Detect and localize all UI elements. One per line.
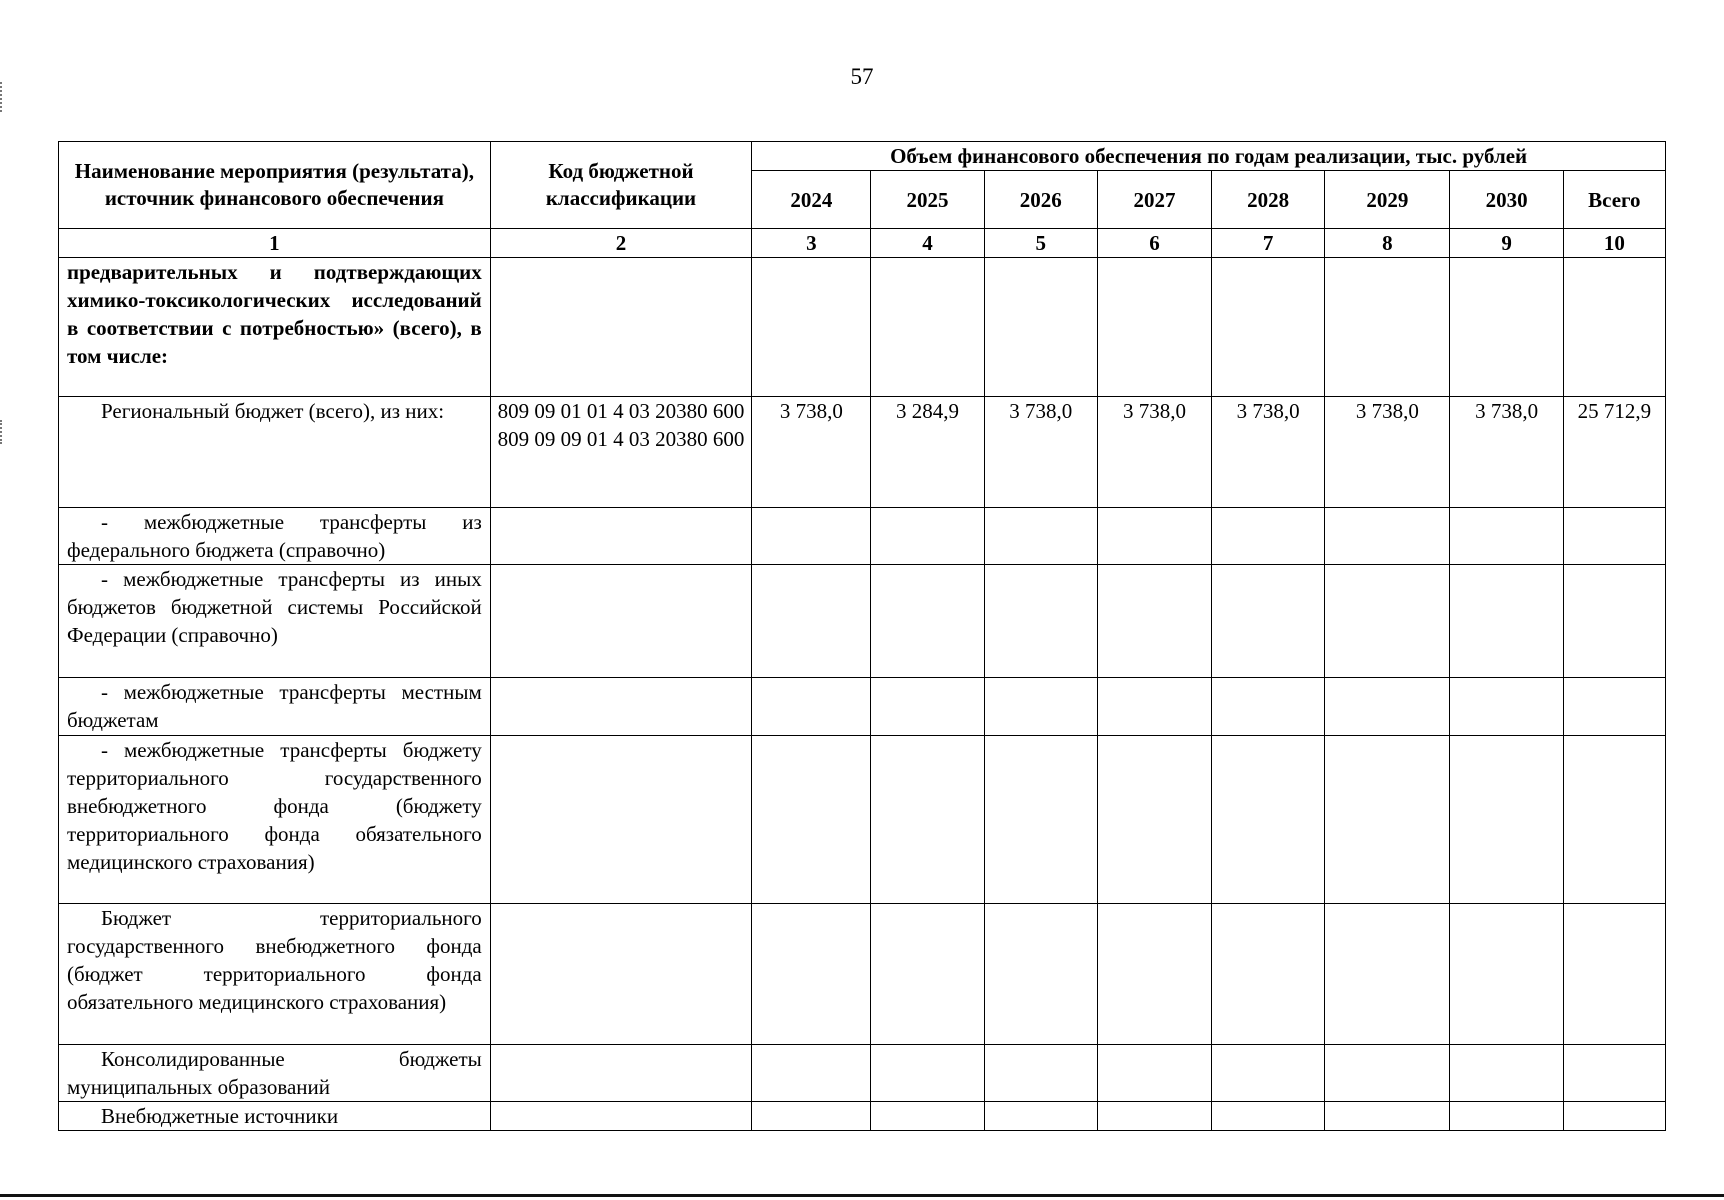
header-year-2025: 2025 xyxy=(871,171,984,229)
row-value-2026 xyxy=(984,565,1097,678)
header-year-2029: 2029 xyxy=(1325,171,1450,229)
row-name: Внебюджетные источники xyxy=(59,1102,491,1131)
page-number: 57 xyxy=(850,64,874,89)
row-value-2025 xyxy=(871,1045,984,1102)
column-number: 10 xyxy=(1563,229,1665,258)
row-value-2030: 3 738,0 xyxy=(1450,397,1563,508)
row-value-2024 xyxy=(752,1045,871,1102)
header-row-top xyxy=(59,142,1666,171)
table-row xyxy=(59,508,1666,565)
row-name: - межбюджетные трансферты из иных бюджетов бюджетной системы Российской Федерации (справочно) xyxy=(59,565,491,678)
row-value-2027 xyxy=(1097,1045,1211,1102)
row-value-2030 xyxy=(1450,565,1563,678)
row-value-2027 xyxy=(1097,565,1211,678)
row-code: 809 09 01 01 4 03 20380 600 809 09 09 01 4 03 20380 600 xyxy=(490,397,751,508)
header-year-2027: 2027 xyxy=(1097,171,1211,229)
row-value-2025 xyxy=(871,904,984,1045)
row-value-2030 xyxy=(1450,1045,1563,1102)
row-name: - межбюджетные трансферты из федерального бюджета (справочно) xyxy=(59,508,491,565)
row-value-2026: 3 738,0 xyxy=(984,397,1097,508)
table-row xyxy=(59,565,1666,678)
page-bottom-edge xyxy=(0,1194,1724,1197)
row-value-total xyxy=(1563,508,1665,565)
row-value-2029 xyxy=(1325,1045,1450,1102)
row-value-2028 xyxy=(1212,508,1325,565)
row-value-total xyxy=(1563,678,1665,736)
column-number: 4 xyxy=(871,229,984,258)
row-value-2028 xyxy=(1212,565,1325,678)
row-value-2025 xyxy=(871,258,984,397)
row-code xyxy=(490,508,751,565)
column-number: 9 xyxy=(1450,229,1563,258)
table-row xyxy=(59,736,1666,904)
row-value-2025 xyxy=(871,508,984,565)
row-value-2030 xyxy=(1450,904,1563,1045)
row-value-2024 xyxy=(752,565,871,678)
row-value-2028 xyxy=(1212,904,1325,1045)
row-value-2029 xyxy=(1325,565,1450,678)
row-value-2029 xyxy=(1325,1102,1450,1131)
row-code xyxy=(490,565,751,678)
row-name: предварительных и подтверждающих химико-токсикологических исследований в соответствии с потребностью» (всего), в том числе: xyxy=(59,258,491,397)
row-value-total xyxy=(1563,1102,1665,1131)
row-value-2027 xyxy=(1097,1102,1211,1131)
table-row xyxy=(59,678,1666,736)
header-year-2026: 2026 xyxy=(984,171,1097,229)
row-code xyxy=(490,678,751,736)
row-value-2029 xyxy=(1325,258,1450,397)
row-value-2027 xyxy=(1097,904,1211,1045)
column-number: 2 xyxy=(490,229,751,258)
table-row xyxy=(59,904,1666,1045)
column-number: 5 xyxy=(984,229,1097,258)
row-value-2028 xyxy=(1212,258,1325,397)
column-number: 6 xyxy=(1097,229,1211,258)
row-value-total xyxy=(1563,904,1665,1045)
row-value-2024 xyxy=(752,678,871,736)
row-name: Бюджет территориального государственного внебюджетного фонда (бюджет территориального фонда обязательного медицинского страхования) xyxy=(59,904,491,1045)
row-value-2029: 3 738,0 xyxy=(1325,397,1450,508)
row-value-2030 xyxy=(1450,258,1563,397)
row-value-2029 xyxy=(1325,508,1450,565)
row-value-2026 xyxy=(984,736,1097,904)
row-value-2026 xyxy=(984,508,1097,565)
row-value-2024 xyxy=(752,508,871,565)
header-code-cell: Код бюджетной классификации xyxy=(490,142,751,229)
row-value-2027 xyxy=(1097,508,1211,565)
column-number: 3 xyxy=(752,229,871,258)
row-value-2027 xyxy=(1097,258,1211,397)
row-value-2027 xyxy=(1097,736,1211,904)
row-value-2024 xyxy=(752,1102,871,1131)
scan-edge-mark xyxy=(0,420,5,444)
header-year-2030: 2030 xyxy=(1450,171,1563,229)
row-value-total: 25 712,9 xyxy=(1563,397,1665,508)
table-row xyxy=(59,1102,1666,1131)
row-value-2024 xyxy=(752,904,871,1045)
row-value-2026 xyxy=(984,1102,1097,1131)
row-name: Региональный бюджет (всего), из них: xyxy=(59,397,491,508)
row-value-total xyxy=(1563,1045,1665,1102)
table-row xyxy=(59,1045,1666,1102)
row-value-total xyxy=(1563,258,1665,397)
row-value-2024 xyxy=(752,736,871,904)
header-row-numbers xyxy=(59,229,1666,258)
row-value-2025 xyxy=(871,1102,984,1131)
header-total: Всего xyxy=(1563,171,1665,229)
column-number: 1 xyxy=(59,229,491,258)
header-year-2024: 2024 xyxy=(752,171,871,229)
row-value-2026 xyxy=(984,678,1097,736)
header-year-2028: 2028 xyxy=(1212,171,1325,229)
row-value-2030 xyxy=(1450,736,1563,904)
budget-table xyxy=(58,141,1666,1131)
row-value-2025 xyxy=(871,736,984,904)
row-value-2029 xyxy=(1325,678,1450,736)
row-name: - межбюджетные трансферты местным бюджетам xyxy=(59,678,491,736)
row-value-2026 xyxy=(984,1045,1097,1102)
column-number: 8 xyxy=(1325,229,1450,258)
table-row xyxy=(59,258,1666,397)
row-code xyxy=(490,736,751,904)
row-value-total xyxy=(1563,565,1665,678)
row-value-2028: 3 738,0 xyxy=(1212,397,1325,508)
row-code xyxy=(490,258,751,397)
row-value-2025: 3 284,9 xyxy=(871,397,984,508)
column-number: 7 xyxy=(1212,229,1325,258)
row-value-2028 xyxy=(1212,678,1325,736)
row-value-2025 xyxy=(871,678,984,736)
row-name: Консолидированные бюджеты муниципальных образований xyxy=(59,1045,491,1102)
row-value-2029 xyxy=(1325,904,1450,1045)
row-value-2030 xyxy=(1450,678,1563,736)
row-value-2030 xyxy=(1450,1102,1563,1131)
row-value-2030 xyxy=(1450,508,1563,565)
row-value-2028 xyxy=(1212,1045,1325,1102)
row-code xyxy=(490,904,751,1045)
row-value-2026 xyxy=(984,904,1097,1045)
row-name: - межбюджетные трансферты бюджету территориального государственного внебюджетного фонда (бюджету территориального фонда обязательного медицинского страхования) xyxy=(59,736,491,904)
row-code xyxy=(490,1102,751,1131)
row-code xyxy=(490,1045,751,1102)
row-value-2026 xyxy=(984,258,1097,397)
row-value-2027: 3 738,0 xyxy=(1097,397,1211,508)
table-row xyxy=(59,397,1666,508)
row-value-2029 xyxy=(1325,736,1450,904)
row-value-total xyxy=(1563,736,1665,904)
header-name-cell: Наименование мероприятия (результата), источник финансового обеспечения xyxy=(59,142,491,229)
header-volume-cell: Объем финансового обеспечения по годам реализации, тыс. рублей xyxy=(752,142,1666,171)
row-value-2028 xyxy=(1212,736,1325,904)
row-value-2024 xyxy=(752,258,871,397)
row-value-2028 xyxy=(1212,1102,1325,1131)
row-value-2025 xyxy=(871,565,984,678)
row-value-2027 xyxy=(1097,678,1211,736)
row-value-2024: 3 738,0 xyxy=(752,397,871,508)
